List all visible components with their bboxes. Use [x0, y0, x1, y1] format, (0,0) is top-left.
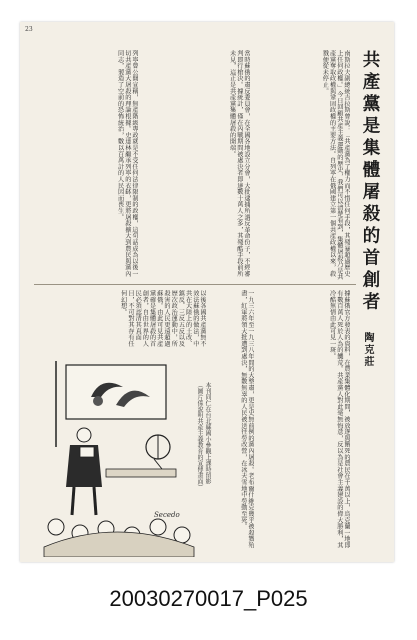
svg-text:Secedo: Secedo [154, 511, 180, 519]
text-column-bottom-left: 以後各國共產黨無不效法蘇俄的做法，中共在大陸上的土改、鎮反、三反五反以及歷次政治運動中，所殺害的人民更遠超過蘇俄。由此可見共產黨確是集體屠殺的首創者，自由世界的人民必須認清其真面目，不可對其存有任何幻想。 [119, 290, 206, 347]
illustration-caption: 本刊同仁在台北縣國小參觀上課時留影 [204, 382, 211, 484]
text-column-top-middle: 當時蘇俄的肅反委員會，在全國各地設立分會，大批逮捕所謂反革命份子，不經審判即行槍決。據統計，僅在內戰期間被處決者即達數十萬人之多，其殘酷手段前所未見，這正是共產黨集體屠殺的開端。 [228, 50, 250, 277]
text-column-bottom-middle: 一九三六年至一九三八年間的大整肅，更是史無前例的黨內屠殺。老布爾什維克幾乎被殺戮殆盡，紅軍將領大批遭到處決，無數無辜的人民被送往勞改營，在冰天雪地中勞動至死。 [239, 290, 254, 549]
text-column-top-left: 列寧曾公開宣稱，無產階級專政就是不受任何法律限制的政權，這句話成為以後一切共產黨大屠殺的理論根據。史達林繼承列寧的衣缽，更將屠殺擴大到農民與黨內同志，製造了空前的恐怖統治，數以百萬計的人民因而喪生。 [116, 50, 138, 277]
file-label: 20030270017_P025 [109, 586, 308, 611]
article-title: 共產黨是集體屠殺的首創者 [360, 50, 380, 314]
section-divider [34, 284, 356, 285]
document-page [20, 22, 394, 562]
article-author: 陶克莊 [362, 332, 373, 368]
illustration-caption-sub: （圖片係說明共產主義教育的宣傳畫面） [196, 382, 203, 490]
page-number: 23 [25, 26, 33, 33]
text-column-bottom-right: 據蘇俄官方發表的資料，在農業集體化期間，被放逐與餓死的農民在千萬以上，烏克蘭一地即有數百萬人死於人為的饑荒。共產黨人對此毫無悔意，反以為是社會主義建設的偉大勝利，其冷酷無情由此可見一斑。 [328, 290, 350, 549]
text-column-top-right: 南斯拉夫副總統吉拉斯曾說：「共產黨為了權力而不惜任何手段，其殘暴超過歷史上任何政權。」今日回顧共產主義運動的歷史，我們可以清楚看到，集體屠殺乃是共產黨奪取政權與鞏固政權的主要方法。自列寧在俄國建立第一個共產政權以來，殺戮便從未停止。 [321, 50, 350, 280]
classroom-illustration [36, 357, 196, 557]
